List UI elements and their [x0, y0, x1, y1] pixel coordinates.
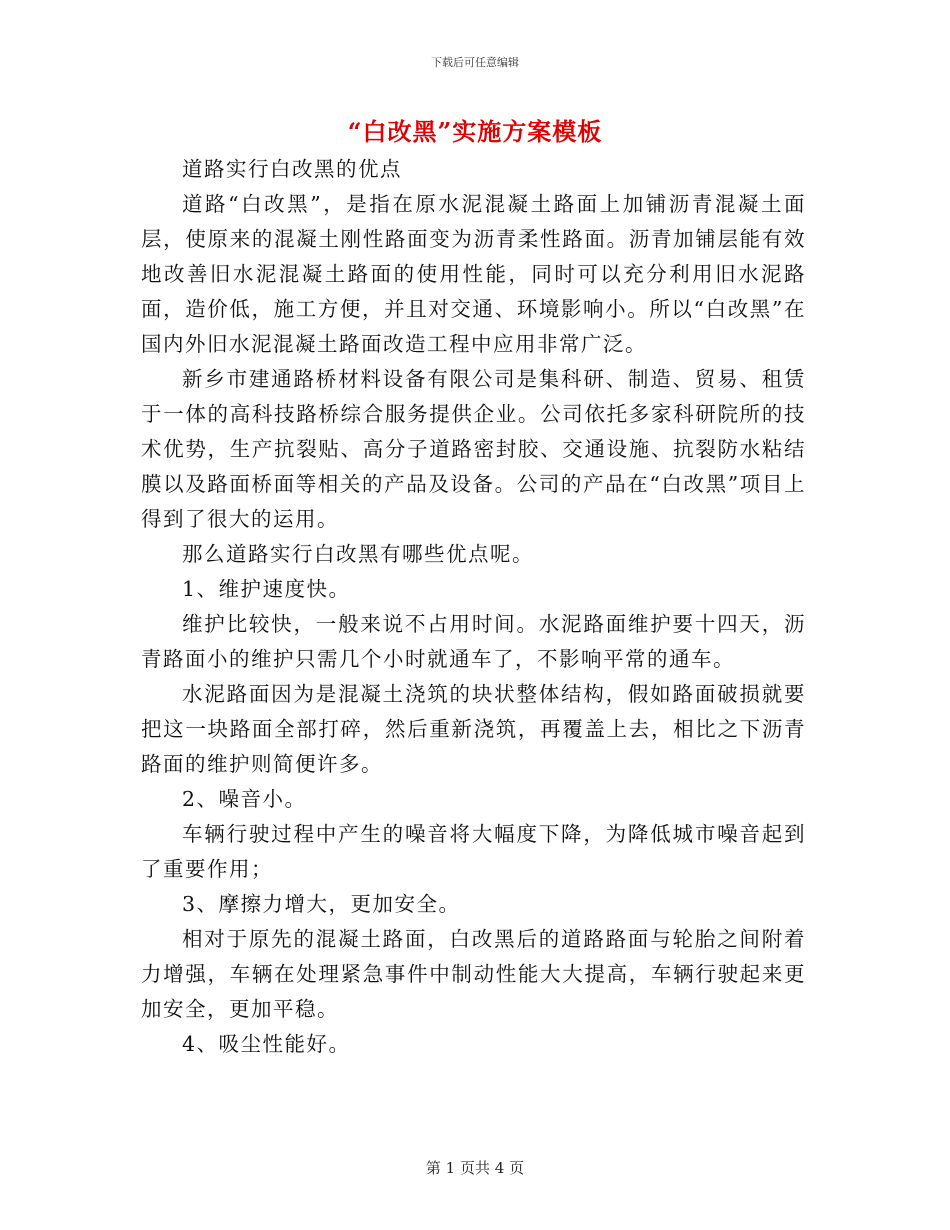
paragraph: 车辆行驶过程中产生的噪音将大幅度下降，为降低城市噪音起到了重要作用；	[141, 822, 806, 881]
list-heading: 4、吸尘性能好。	[182, 1032, 351, 1056]
document-title: “白改黑”实施方案模板	[347, 117, 603, 146]
paragraph: 水泥路面因为是混凝土浇筑的块状整体结构，假如路面破损就要把这一块路面全部打碎，然后重新浇筑，再覆盖上去，相比之下沥青路面的维护则简便许多。	[141, 682, 806, 776]
page-indicator: 第 1 页共 4 页	[425, 1159, 525, 1177]
document-body	[141, 152, 806, 1062]
list-heading: 1、维护速度快。	[182, 577, 351, 601]
paragraph: 维护比较快，一般来说不占用时间。水泥路面维护要十四天，沥青路面小的维护只需几个小时就通车了，不影响平常的通车。	[141, 612, 806, 671]
list-heading: 2、噪音小。	[182, 787, 307, 811]
paragraph-heading: 道路实行白改黑的优点	[182, 157, 402, 181]
paragraph: 新乡市建通路桥材料设备有限公司是集科研、制造、贸易、租赁于一体的高科技路桥综合服务提供企业。公司依托多家科研院所的技术优势，生产抗裂贴、高分子道路密封胶、交通设施、抗裂防水粘结膜以及路面桥面等相关的产品及设备。公司的产品在“白改黑”项目上得到了很大的运用。	[141, 367, 806, 531]
paragraph: 那么道路实行白改黑有哪些优点呢。	[182, 542, 534, 566]
list-heading: 3、摩擦力增大，更加安全。	[182, 892, 461, 916]
paragraph: 道路“白改黑”，是指在原水泥混凝土路面上加铺沥青混凝土面层，使原来的混凝土刚性路面变为沥青柔性路面。沥青加铺层能有效地改善旧水泥混凝土路面的使用性能，同时可以充分利用旧水泥路面，造价低，施工方便，并且对交通、环境影响小。所以“白改黑”在国内外旧水泥混凝土路面改造工程中应用非常广泛。	[141, 192, 806, 356]
paragraph: 相对于原先的混凝土路面，白改黑后的道路路面与轮胎之间附着力增强，车辆在处理紧急事件中制动性能大大提高，车辆行驶起来更加安全，更加平稳。	[141, 927, 806, 1021]
page-header-note: 下载后可任意编辑	[431, 56, 519, 69]
